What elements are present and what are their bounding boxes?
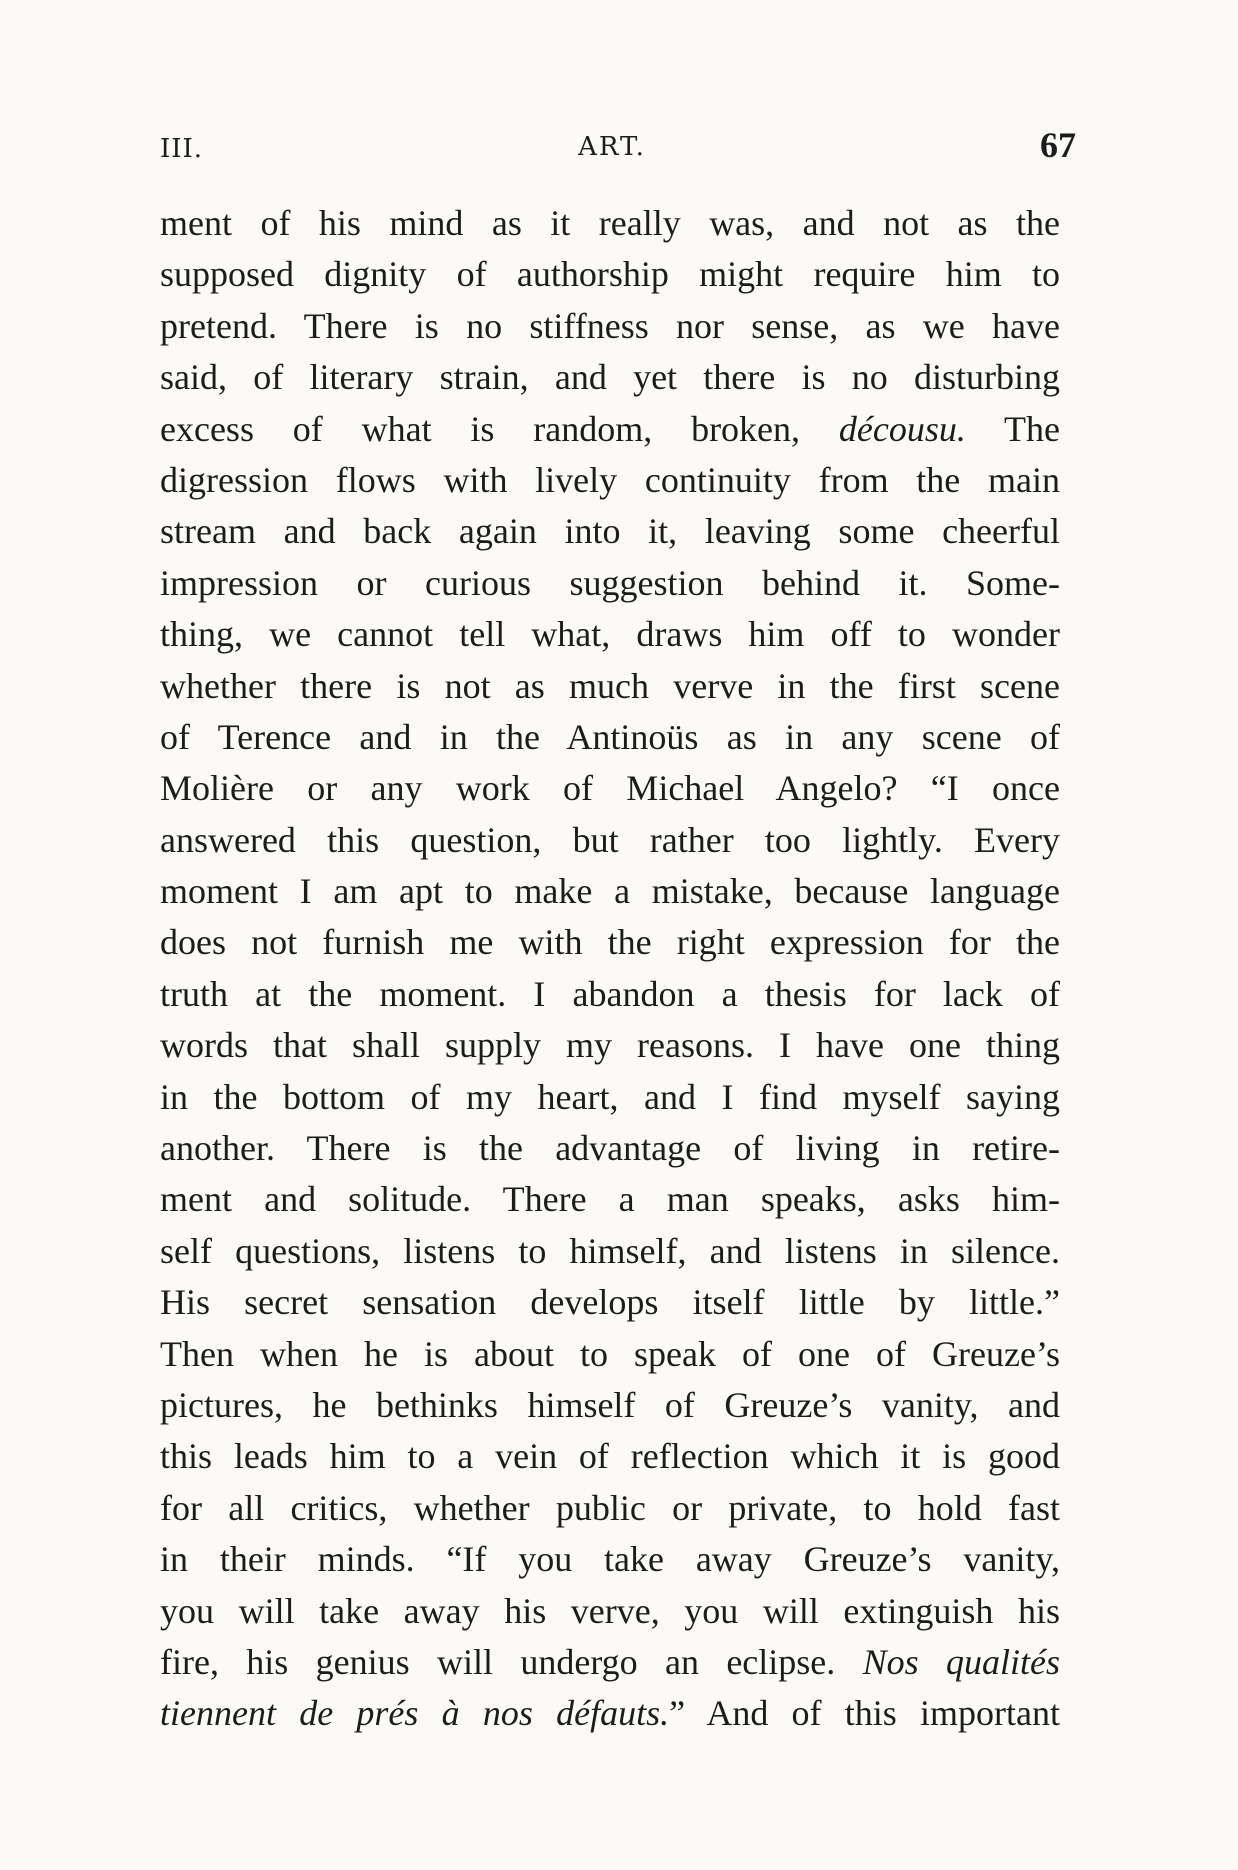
text-segment: truth at the moment. I abandon a thesis for lack of — [160, 973, 1060, 1014]
text-line — [160, 1072, 1060, 1123]
text-line — [160, 1277, 1060, 1328]
text-segment: another. There is the advantage of living in retire- — [160, 1128, 1060, 1169]
text-segment: impression or curious suggestion behind it. Some- — [160, 562, 1060, 603]
chapter-number: III. — [160, 134, 204, 164]
text-line — [160, 1431, 1060, 1482]
text-line — [160, 249, 1060, 300]
running-head — [160, 120, 1076, 180]
text-segment: tiennent de prés à nos défauts. — [160, 1693, 670, 1734]
text-line — [160, 1020, 1060, 1071]
text-segment: stream and back again into it, leaving some cheerful — [160, 511, 1060, 552]
text-line — [160, 866, 1060, 917]
text-line — [160, 917, 1060, 968]
running-title: ART. — [578, 132, 646, 162]
text-line — [160, 1534, 1060, 1585]
text-segment: whether there is not as much verve in the first scene — [160, 665, 1060, 706]
text-line — [160, 609, 1060, 660]
text-line — [160, 558, 1060, 609]
text-line — [160, 301, 1060, 352]
text-segment: Molière or any work of Michael Angelo? “I once — [160, 768, 1060, 809]
text-segment: moment I am apt to make a mistake, because language — [160, 871, 1060, 912]
text-segment: digression flows with lively continuity from the main — [160, 459, 1060, 500]
text-line — [160, 815, 1060, 866]
text-segment: supposed dignity of authorship might require him to — [160, 254, 1060, 295]
page-number: 67 — [1040, 125, 1076, 165]
text-line — [160, 712, 1060, 763]
text-line — [160, 1226, 1060, 1277]
text-line — [160, 1688, 1060, 1739]
text-segment: The — [965, 408, 1060, 449]
text-segment: for all critics, whether public or private, to hold fast — [160, 1487, 1060, 1528]
text-line — [160, 1380, 1060, 1431]
text-line — [160, 1329, 1060, 1380]
text-line — [160, 1174, 1060, 1225]
text-segment: you will take away his verve, you will extinguish his — [160, 1590, 1060, 1631]
text-line — [160, 506, 1060, 557]
text-line — [160, 404, 1060, 455]
text-segment: self questions, listens to himself, and listens in silence. — [160, 1230, 1060, 1271]
text-segment: ment of his mind as it really was, and not as the — [160, 203, 1060, 243]
text-segment: words that shall supply my reasons. I have one thing — [160, 1025, 1060, 1066]
text-segment: Nos qualités — [862, 1641, 1060, 1682]
text-segment: pictures, he bethinks himself of Greuze’s vanity, and — [160, 1384, 1060, 1425]
text-line — [160, 1123, 1060, 1174]
text-line — [160, 661, 1060, 712]
text-segment: His secret sensation develops itself little by little.” — [160, 1282, 1060, 1323]
text-line — [160, 455, 1060, 506]
body-text — [160, 198, 1060, 1740]
text-line — [160, 1586, 1060, 1637]
text-line — [160, 763, 1060, 814]
text-segment: said, of literary strain, and yet there is no disturbing — [160, 357, 1060, 398]
text-line — [160, 1637, 1060, 1688]
text-segment: answered this question, but rather too lightly. Every — [160, 819, 1060, 860]
text-segment: pretend. There is no stiffness nor sense, as we have — [160, 305, 1060, 346]
text-line — [160, 352, 1060, 403]
text-segment: décousu. — [838, 408, 966, 449]
text-line — [160, 969, 1060, 1020]
text-line — [160, 198, 1060, 249]
text-segment: in their minds. “If you take away Greuze’s vanity, — [160, 1539, 1060, 1580]
text-segment: fire, his genius will undergo an eclipse. — [160, 1641, 863, 1682]
text-segment: of Terence and in the Antinoüs as in any scene of — [160, 716, 1060, 757]
text-segment: Then when he is about to speak of one of Greuze’s — [160, 1333, 1060, 1374]
text-segment: ment and solitude. There a man speaks, asks him- — [160, 1179, 1060, 1220]
text-segment: excess of what is random, broken, — [160, 408, 839, 449]
text-line — [160, 1483, 1060, 1534]
text-segment: this leads him to a vein of reflection which it is good — [160, 1436, 1060, 1477]
text-segment: ” And of this important — [669, 1693, 1060, 1734]
text-segment: thing, we cannot tell what, draws him off to wonder — [160, 614, 1060, 655]
text-segment: does not furnish me with the right expression for the — [160, 922, 1060, 963]
text-segment: in the bottom of my heart, and I find myself saying — [160, 1076, 1060, 1117]
